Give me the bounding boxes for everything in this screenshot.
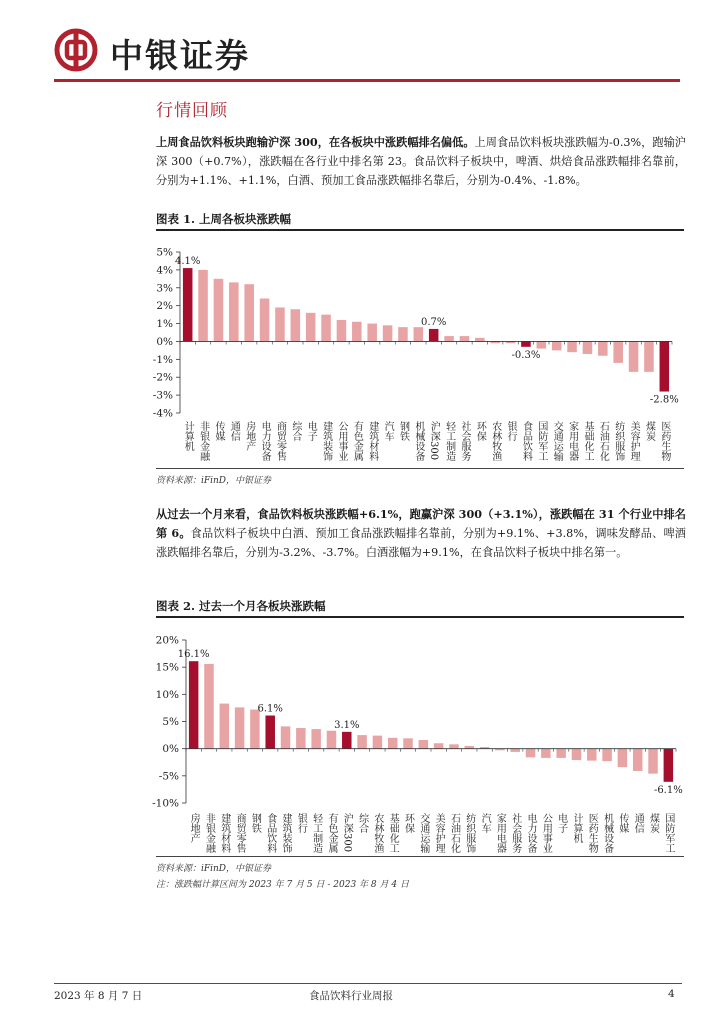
x-category-label: 钢铁 [249, 813, 261, 833]
x-category-label: 有色金属 [325, 813, 337, 853]
header-divider [54, 79, 680, 82]
bar-商贸零售 [235, 707, 244, 748]
data-label: 4.1% [174, 256, 201, 268]
bar-国防军工 [537, 341, 547, 348]
x-category-label: 国防军工 [662, 813, 674, 853]
x-category-label: 公用事业 [335, 421, 347, 461]
x-category-label: 有色金属 [351, 421, 363, 461]
x-category-label: 机械设备 [412, 421, 424, 461]
data-label: -2.8% [649, 394, 679, 406]
bar-钢铁 [250, 710, 259, 749]
x-category-label: 电子 [305, 421, 317, 441]
x-category-label: 计算机 [182, 421, 194, 451]
paragraph-monthly [156, 505, 686, 562]
x-category-label: 环保 [402, 813, 414, 833]
y-tick-label: -3% [152, 389, 173, 402]
bar-商贸零售 [275, 307, 285, 341]
data-label: -6.1% [653, 784, 683, 796]
bar-轻工制造 [311, 729, 320, 749]
figure-2-source: 资料来源：iFinD，中银证券 [156, 864, 272, 874]
bar-银行 [296, 728, 305, 749]
x-category-label: 国防军工 [535, 421, 547, 461]
figure-2-title: 图表 2. 过去一个月各板块涨跌幅 [156, 599, 326, 613]
x-category-label: 钢铁 [397, 421, 409, 441]
bar-公用事业 [541, 749, 550, 758]
bar-电力设备 [260, 299, 270, 342]
brand-name: 中银证券 [110, 36, 250, 75]
x-category-label: 传媒 [616, 813, 628, 833]
data-label: 6.1% [257, 703, 283, 715]
bar-美容护理 [434, 743, 443, 748]
bar-建筑材料 [220, 704, 229, 749]
bar-电子 [556, 749, 565, 758]
bar-医药生物 [587, 749, 596, 761]
x-category-label: 基础化工 [387, 813, 399, 853]
bar-通信 [633, 749, 642, 771]
x-category-label: 美容护理 [433, 813, 445, 853]
x-category-label: 房地产 [188, 813, 200, 843]
bar-建筑材料 [367, 324, 377, 342]
bar-电子 [306, 313, 316, 342]
x-category-label: 家用电器 [494, 813, 506, 853]
bar-社会服务 [510, 749, 519, 752]
bar-房地产 [244, 284, 254, 341]
bar-建筑装饰 [281, 726, 290, 748]
y-tick-label: -10% [152, 797, 179, 810]
bar-机械设备 [414, 327, 424, 341]
bar-建筑装饰 [321, 315, 331, 342]
paragraph-weekly [156, 133, 686, 190]
x-category-label: 医药生物 [658, 421, 670, 461]
paragraph-monthly-lead: 从过去一个月来看，食品饮料板块涨跌幅+6.1%，跑赢沪深 300（+3.1%），涨跌幅在 31 个行业中排名第 6。 [156, 507, 686, 540]
x-category-label: 煤炭 [643, 421, 655, 441]
x-category-label: 环保 [474, 421, 486, 441]
x-category-label: 美容护理 [628, 421, 640, 461]
bar-计算机 [572, 749, 581, 760]
bar-钢铁 [398, 327, 408, 341]
bar-综合 [357, 735, 366, 749]
data-label: 3.1% [334, 719, 360, 731]
x-category-label: 综合 [356, 813, 368, 833]
x-category-label: 沪深300 [341, 813, 353, 853]
figure-2-chart [150, 630, 690, 855]
bar-机械设备 [602, 749, 611, 761]
footer-report-title: 食品饮料行业周报 [309, 990, 393, 1002]
bar-非银金融 [204, 664, 213, 749]
bar-综合 [291, 309, 301, 341]
x-category-label: 纺织服饰 [612, 421, 624, 461]
bar-医药生物 [660, 341, 670, 391]
figure-1-chart [150, 236, 690, 466]
paragraph-weekly-body: 上周食品饮料板块涨跌幅为-0.3%，跑输沪深 300（+0.7%），涨跌幅在各行业中排名第 23。食品饮料子板块中，啤酒、烘焙食品涨跌幅排名靠前，分别为+1.1%、+1.1%，白酒、预加工食品涨跌幅排名靠后，分别为-0.4%、-1.8%。 [156, 136, 686, 187]
y-tick-label: 1% [156, 318, 173, 331]
bar-石油石化 [449, 744, 458, 748]
x-category-label: 农林牧渔 [371, 813, 383, 853]
y-tick-label: 0% [162, 743, 179, 756]
figure-2-note: 注：涨跌幅计算区间为 2023 年 7 月 5 日 - 2023 年 8 月 4 日 [156, 880, 409, 890]
bank-of-china-logo-icon [54, 28, 98, 72]
bar-通信 [229, 282, 239, 341]
bar-石油石化 [598, 341, 608, 355]
y-tick-label: -2% [152, 371, 173, 384]
page-header [0, 0, 724, 86]
x-category-label: 煤炭 [647, 813, 659, 833]
bar-电力设备 [526, 749, 535, 758]
bar-农林牧渔 [373, 736, 382, 749]
x-category-label: 商贸零售 [274, 421, 286, 461]
x-category-label: 汽车 [479, 813, 491, 833]
bar-纺织服饰 [465, 746, 474, 749]
figure-2-bottom-rule [156, 856, 684, 857]
x-category-label: 医药生物 [586, 813, 598, 853]
bar-有色金属 [327, 731, 336, 749]
bar-汽车 [383, 325, 393, 341]
x-category-label: 轻工制造 [443, 421, 455, 461]
bar-基础化工 [583, 341, 593, 354]
bar-传媒 [214, 279, 224, 342]
x-category-label: 传媒 [212, 421, 224, 441]
figure-2-top-rule [156, 616, 684, 618]
bar-非银金融 [198, 270, 208, 342]
y-tick-label: 5% [156, 246, 173, 259]
x-category-label: 食品饮料 [264, 813, 276, 853]
bar-沪深300 [342, 732, 351, 749]
x-category-label: 商贸零售 [234, 813, 246, 853]
x-category-label: 基础化工 [581, 421, 593, 461]
y-tick-label: 4% [156, 264, 173, 277]
x-category-label: 沪深300 [428, 421, 440, 461]
bar-计算机 [183, 268, 193, 341]
y-tick-label: 2% [156, 300, 173, 313]
bar-纺织服饰 [613, 341, 623, 362]
y-tick-label: -4% [152, 407, 173, 420]
x-category-label: 建筑材料 [366, 421, 378, 461]
paragraph-monthly-body: 食品饮料子板块中白酒、预加工食品涨跌幅排名靠前，分别为+9.1%、+3.8%，调味发酵品、啤酒涨跌幅排名靠后，分别为-3.2%、-3.7%。白酒涨幅为+9.1%，在食品饮料子板块中排名第一。 [156, 527, 686, 559]
x-category-label: 电力设备 [525, 813, 537, 853]
x-category-label: 公用事业 [540, 813, 552, 853]
figure-1-top-rule [156, 229, 684, 231]
x-category-label: 通信 [228, 421, 240, 441]
x-category-label: 非银金融 [203, 813, 215, 853]
x-category-label: 社会服务 [458, 421, 470, 461]
x-category-label: 建筑材料 [218, 813, 230, 853]
x-category-label: 电子 [555, 813, 567, 833]
y-tick-label: 10% [155, 688, 179, 701]
section-title: 行情回顾 [156, 101, 228, 121]
y-tick-label: 3% [156, 282, 173, 295]
bar-煤炭 [648, 749, 657, 774]
y-tick-label: 0% [156, 335, 173, 348]
bar-传媒 [618, 749, 627, 767]
x-category-label: 建筑装饰 [280, 813, 292, 853]
x-category-label: 石油石化 [597, 421, 609, 461]
data-label: -0.3% [511, 349, 541, 361]
figure-1-title: 图表 1. 上周各板块涨跌幅 [156, 212, 292, 226]
bar-家用电器 [567, 341, 577, 352]
data-label: 16.1% [177, 649, 210, 661]
figure-1-source: 资料来源：iFinD，中银证券 [156, 476, 272, 486]
y-tick-label: -1% [152, 353, 173, 366]
bar-环保 [475, 338, 485, 342]
bar-房地产 [189, 661, 198, 748]
bar-交通运输 [419, 740, 428, 749]
bar-有色金属 [352, 322, 362, 342]
x-category-label: 综合 [289, 421, 301, 441]
bar-煤炭 [644, 341, 654, 371]
data-label: 0.7% [420, 316, 447, 328]
x-category-label: 交通运输 [551, 421, 563, 461]
x-category-label: 纺织服饰 [463, 813, 475, 853]
bar-美容护理 [629, 341, 639, 371]
bar-轻工制造 [444, 336, 454, 341]
x-category-label: 房地产 [243, 421, 255, 451]
x-category-label: 交通运输 [417, 813, 429, 853]
x-category-label: 机械设备 [601, 813, 613, 853]
bar-基础化工 [388, 738, 397, 749]
y-tick-label: 15% [155, 661, 179, 674]
x-category-label: 汽车 [382, 421, 394, 441]
bar-食品饮料 [265, 716, 274, 749]
y-tick-label: 5% [162, 716, 179, 728]
bar-沪深300 [429, 329, 439, 342]
y-tick-label: -5% [158, 770, 179, 783]
footer-page-number: 4 [668, 988, 675, 1000]
y-tick-label: 20% [155, 634, 179, 647]
x-category-label: 食品饮料 [520, 421, 532, 461]
bar-社会服务 [460, 336, 470, 341]
x-category-label: 石油石化 [448, 813, 460, 853]
paragraph-weekly-lead: 上周食品饮料板块跑输沪深 300，在各板块中涨跌幅排名偏低。 [156, 135, 475, 149]
x-category-label: 建筑装饰 [320, 421, 332, 461]
bar-食品饮料 [521, 341, 531, 346]
x-category-label: 家用电器 [566, 421, 578, 461]
x-category-label: 银行 [505, 421, 517, 441]
bar-交通运输 [552, 341, 562, 350]
footer-date: 2023 年 8 月 7 日 [54, 990, 143, 1002]
x-category-label: 农林牧渔 [489, 421, 501, 461]
figure-1-bottom-rule [156, 468, 684, 469]
x-category-label: 银行 [295, 813, 307, 833]
x-category-label: 轻工制造 [310, 813, 322, 853]
bar-国防军工 [664, 749, 673, 782]
x-category-label: 非银金融 [197, 421, 209, 461]
bar-公用事业 [337, 320, 347, 341]
footer-divider [54, 983, 682, 984]
bar-环保 [403, 738, 412, 748]
x-category-label: 社会服务 [509, 813, 521, 853]
x-category-label: 通信 [632, 813, 644, 833]
x-category-label: 计算机 [570, 813, 582, 843]
x-category-label: 电力设备 [259, 421, 271, 461]
